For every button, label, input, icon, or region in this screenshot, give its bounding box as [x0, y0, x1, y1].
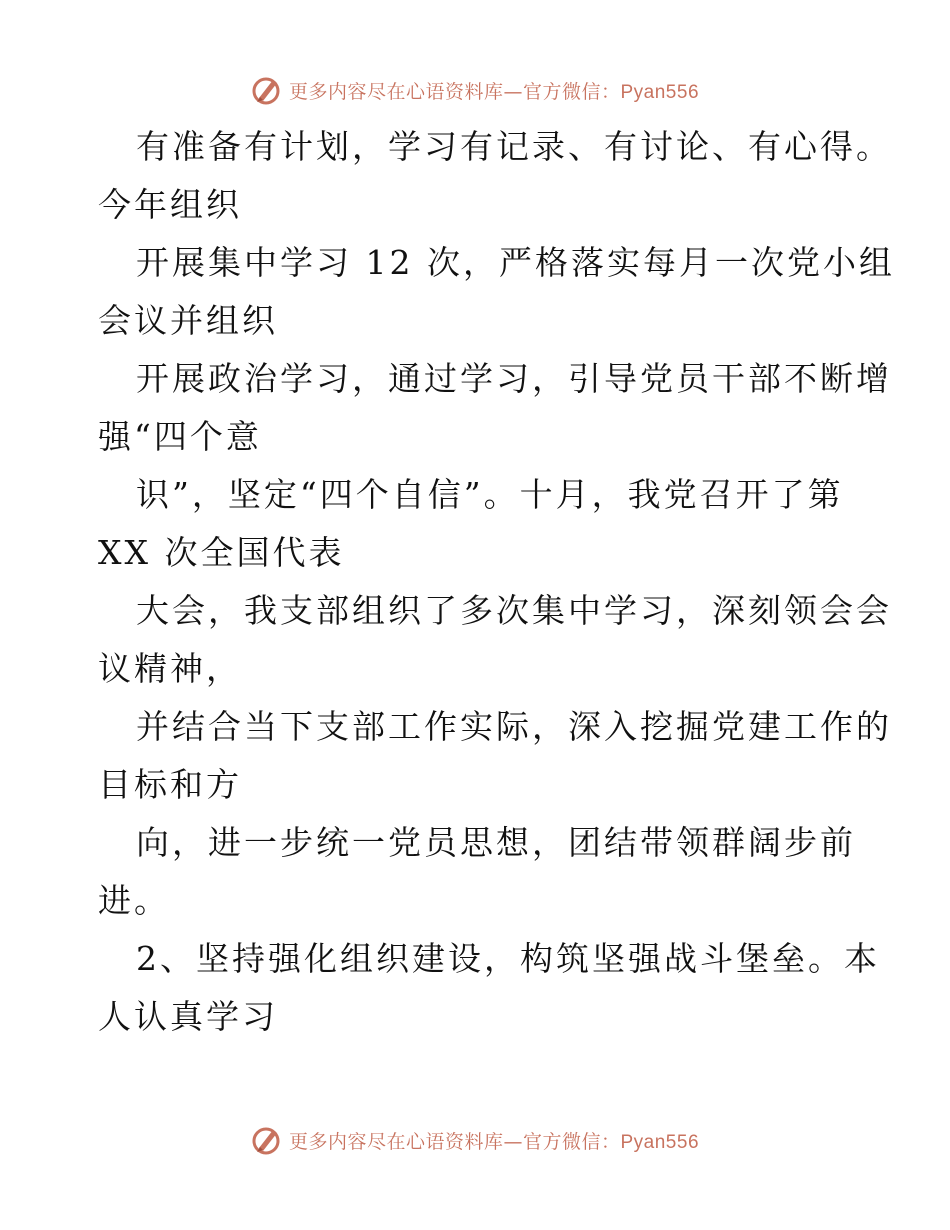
header-watermark: [0, 72, 950, 108]
text-line: 议精神，: [98, 649, 242, 688]
watermark-label: 更多内容尽在心语资料库—官方微信：: [288, 80, 621, 103]
text-line: 有准备有计划，学习有记录、有讨论、有心得。: [136, 127, 892, 166]
text-line: 大会，我支部组织了多次集中学习，深刻领会会: [136, 591, 892, 630]
text-line: 会议并组织: [98, 301, 278, 340]
text-line: 开展政治学习，通过学习，引导党员干部不断增: [136, 359, 892, 398]
pen-logo-icon: [251, 1124, 283, 1156]
text-line: 进。: [98, 881, 170, 920]
watermark-label: 更多内容尽在心语资料库—官方微信：: [288, 1130, 621, 1153]
pen-logo-icon: [251, 74, 283, 106]
document-body: [98, 118, 895, 1046]
watermark-text: [289, 1127, 699, 1154]
text-line: 人认真学习: [98, 997, 278, 1036]
text-line: 向，进一步统一党员思想，团结带领群阔步前: [136, 823, 856, 862]
text-line: 今年组织: [98, 185, 242, 224]
text-line: XX 次全国代表: [98, 533, 345, 572]
watermark-text: [289, 77, 699, 104]
text-line: 目标和方: [98, 765, 242, 804]
text-line: 并结合当下支部工作实际，深入挖掘党建工作的: [136, 707, 892, 746]
text-line: 强“四个意: [98, 417, 262, 456]
watermark-id: Pyan556: [620, 81, 700, 103]
text-line: 2、坚持强化组织建设，构筑坚强战斗堡垒。本: [136, 939, 880, 978]
footer-watermark: [0, 1122, 950, 1158]
watermark-id: Pyan556: [620, 1131, 700, 1153]
text-line: 开展集中学习 12 次，严格落实每月一次党小组: [136, 243, 895, 282]
text-line: 识”，坚定“四个自信”。十月，我党召开了第: [136, 475, 844, 514]
